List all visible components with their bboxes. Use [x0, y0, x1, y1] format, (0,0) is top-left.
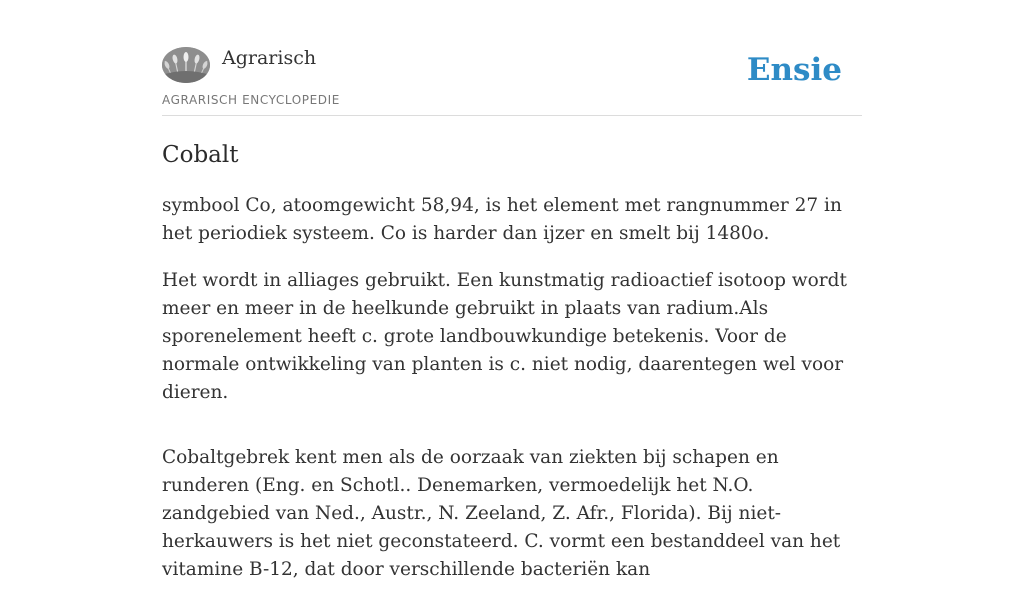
entry-title: Cobalt: [162, 142, 239, 168]
brand-logo[interactable]: Ensie: [746, 52, 842, 88]
page: [162, 0, 862, 580]
wheat-logo-icon[interactable]: [162, 47, 210, 83]
entry-paragraph: symbool Co, atoomgewicht 58,94, is het element met rangnummer 27 in het periodiek systeem. Co is harder dan ijzer en smelt bij 1480o.: [162, 195, 842, 244]
source-subtitle: AGRARISCH ENCYCLOPEDIE: [162, 93, 340, 107]
entry-paragraph: Cobaltgebrek kent men als de oorzaak van ziekten bij schapen en runderen (Eng. en Schotl.. Denemarken, vermoedelijk het N.O. zandgebied van Ned., Austr., N. Zeeland, Z. Afr., Florida). Bij niet-herkauwers is het niet geconstateerd. C. vormt een bestanddeel van het vitamine B-12, dat door verschillende bacteriën kan: [162, 447, 841, 580]
source-title[interactable]: Agrarisch: [222, 47, 317, 69]
entry-paragraph: Het wordt in alliages gebruikt. Een kunstmatig radioactief isotoop wordt meer en meer in de heelkunde gebruikt in plaats van radium.Als sporenelement heeft c. grote landbouwkundige betekenis. Voor de normale ontwikkeling van planten is c. niet nodig, daarentegen wel voor dieren.: [162, 270, 847, 403]
header: [162, 0, 862, 116]
entry-body: [162, 192, 862, 603]
